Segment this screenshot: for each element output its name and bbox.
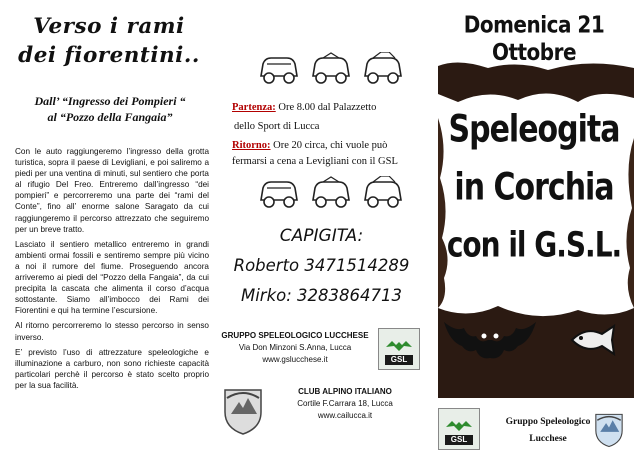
gsl-logo-footer <box>438 408 480 450</box>
left-subtitle-line1: Dall’ “Ingresso dei Pompieri “ <box>34 94 186 108</box>
cai-web-link[interactable]: www.cailucca.it <box>317 411 373 420</box>
gsl-logo-text: GSL <box>445 435 473 445</box>
main-title-line3: con il G.S.L. <box>446 223 622 266</box>
footer-org-line1: Gruppo Speleologico <box>505 417 591 427</box>
car-icon <box>257 176 301 210</box>
itinerary-description <box>15 146 209 395</box>
cars-illustration-bottom <box>257 176 405 210</box>
gsl-contact-block <box>215 330 375 366</box>
middle-panel <box>215 0 428 453</box>
gsl-address: Via Don Minzoni S.Anna, Lucca <box>238 343 352 352</box>
main-title-line2: in Corchia <box>454 165 614 210</box>
cai-contact-block <box>265 386 425 422</box>
car-icon <box>361 52 405 86</box>
departure-text: Ore 8.00 dal Palazzetto <box>278 102 377 113</box>
fish-icon <box>568 318 620 362</box>
cai-emblem-icon <box>592 410 626 448</box>
cars-illustration-top <box>257 52 405 86</box>
gsl-name: GRUPPO SPELEOLOGICO LUCCHESE <box>221 331 369 340</box>
event-date: Domenica 21 Ottobre <box>463 10 605 66</box>
left-subtitle <box>10 93 210 125</box>
return-line2: fermarsi a cena a Levigliani con il GSL <box>232 156 398 167</box>
cover-panel <box>428 0 640 453</box>
car-icon <box>361 176 405 210</box>
gsl-web-link[interactable]: www.gslucchese.it <box>262 355 328 364</box>
departure-line2: dello Sport di Lucca <box>234 121 320 132</box>
bat-icon <box>442 310 538 362</box>
contact-roberto: Roberto 3471514289 <box>233 256 410 275</box>
main-title-line1: Speleogita <box>448 107 620 152</box>
contacts-title: CAPIGITA: <box>279 226 364 246</box>
paragraph: E’ previsto l’uso di attrezzature speleologiche e illuminazione a carburo, non sono richieste capacità particolari perchè il percorso è stato scelto proprio per la sua facilità. <box>15 347 209 390</box>
gsl-logo-text: GSL <box>385 355 413 365</box>
departure-label: Partenza: <box>232 102 276 113</box>
cai-emblem-icon <box>221 384 265 436</box>
paragraph: Con le auto raggiungeremo l’ingresso della grotta turistica, sopra il paese di Levigliani, e poi saliremo a piedi per una ventina di minuti, sul sentiero che porta al rifugio Del Freo. Entreremo dall’ingresso “dei pompieri” e percorreremo una parte dei “rami del Conte”, fino all’ enorme salone Saragato da cui raggiungeremo il percorso attrezzato che seguiremo per un breve tratto. <box>15 147 209 234</box>
footer-org-line2: Lucchese <box>529 434 567 444</box>
bat-icon <box>384 337 414 355</box>
paragraph: Lasciato il sentiero metallico entreremo in grandi ambienti ormai fossili e sentiremo sempre più vicino a noi il rumore del fiume. Proseguendo ancora arriveremo ai piedi del “Pozzo della Fangaia”, da cui precipita la cascata che alimenta il corso d’acqua sottostante. Siamo all’imbocco dei Rami dei Fiorentini e qui ha termine l’escursione. <box>15 239 209 316</box>
car-icon <box>257 52 301 86</box>
return-text: Ore 20 circa, chi vuole può <box>273 140 388 151</box>
cai-name: CLUB ALPINO ITALIANO <box>298 387 392 396</box>
contact-mirko: Mirko: 3283864713 <box>240 286 403 305</box>
return-line1 <box>232 139 387 153</box>
bat-icon <box>444 417 474 435</box>
gsl-logo <box>378 328 420 370</box>
left-title-line2: dei fiorentini.. <box>18 43 200 68</box>
left-title <box>6 12 212 70</box>
cai-address: Cortile F.Carrara 18, Lucca <box>297 399 393 408</box>
car-icon <box>309 176 353 210</box>
departure-line1 <box>232 101 376 115</box>
left-panel <box>0 0 215 453</box>
car-icon <box>309 52 353 86</box>
left-subtitle-line2: al “Pozzo della Fangaia” <box>47 110 173 124</box>
footer-organization <box>488 414 608 448</box>
left-title-line1: Verso i rami <box>33 14 185 39</box>
paragraph: Al ritorno percorreremo lo stesso percorso in senso inverso. <box>15 321 209 342</box>
return-label: Ritorno: <box>232 140 271 151</box>
